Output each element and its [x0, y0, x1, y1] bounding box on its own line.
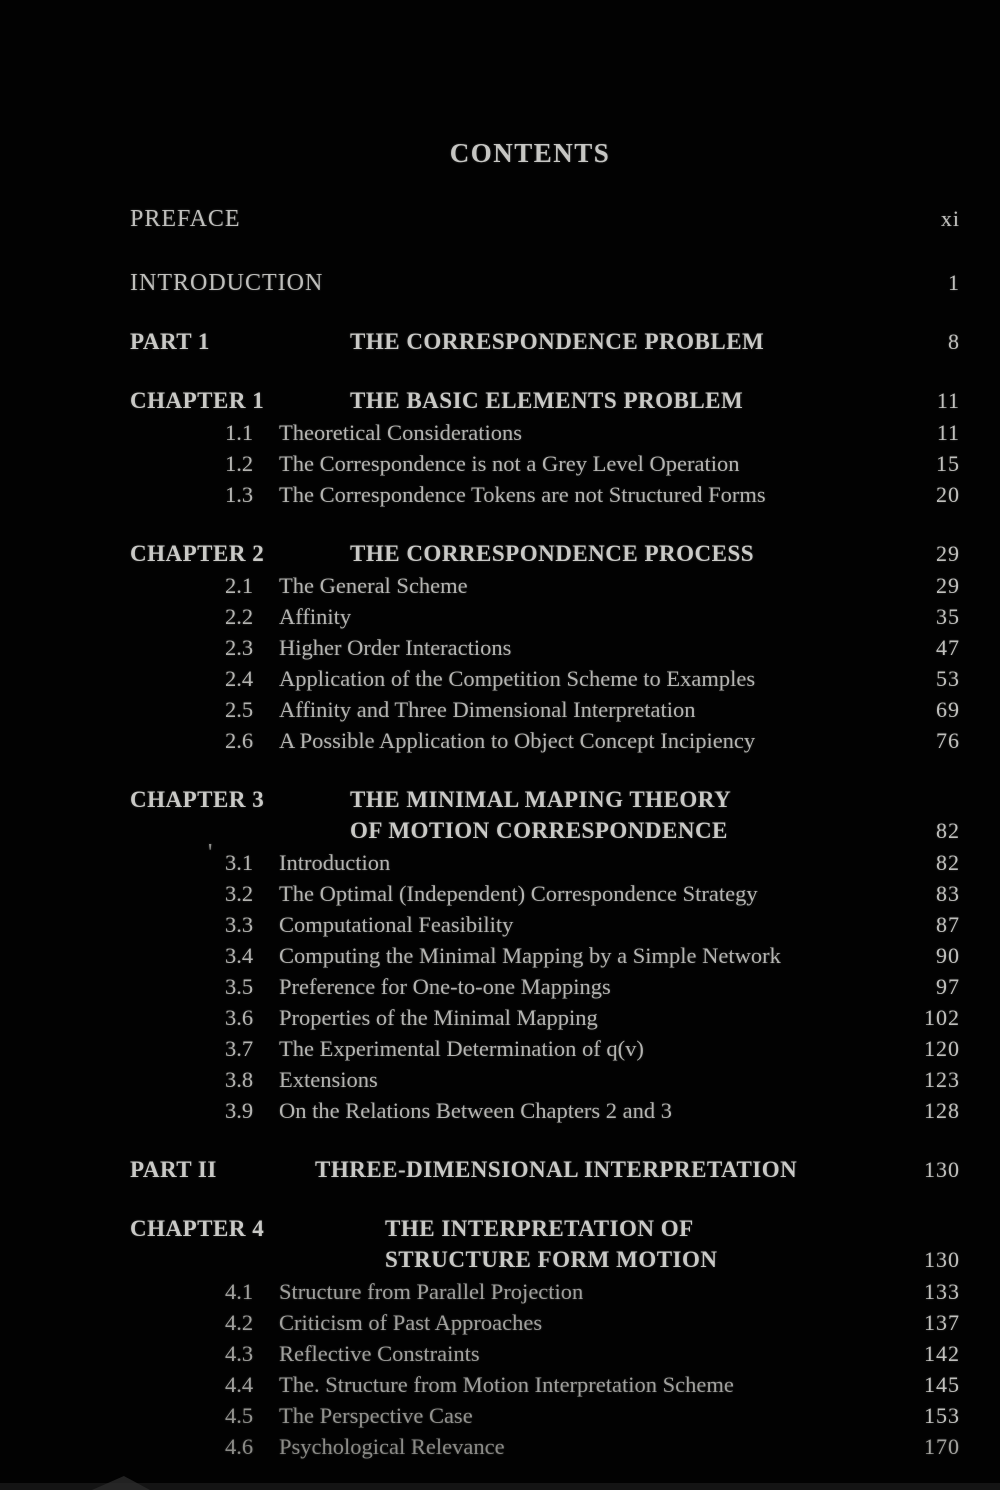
- section-row: [130, 574, 960, 598]
- entry-label: CHAPTER 3: [130, 787, 265, 812]
- page-number: 82: [936, 818, 960, 843]
- page-number: 123: [924, 1067, 960, 1092]
- page-number: 133: [924, 1279, 960, 1304]
- section-row: [130, 1099, 960, 1123]
- section-number: 4.2: [225, 1310, 254, 1335]
- section-number: 3.9: [225, 1098, 254, 1123]
- section-row: [130, 1037, 960, 1061]
- page-number: 1: [948, 270, 960, 295]
- page-number: 29: [936, 573, 960, 598]
- section-number: 2.2: [225, 604, 254, 629]
- section-title: On the Relations Between Chapters 2 and 3: [279, 1098, 673, 1123]
- section-list: [130, 851, 960, 1123]
- page-number: 90: [936, 943, 960, 968]
- page-number: 145: [924, 1372, 960, 1397]
- page-number: 15: [936, 451, 960, 476]
- section-title: The Perspective Case: [279, 1403, 473, 1428]
- section-number: 2.3: [225, 635, 254, 660]
- section-title: A Possible Application to Object Concept Incipiency: [279, 728, 756, 753]
- toc-entry: [130, 271, 960, 295]
- entry-heading-row: [130, 1158, 960, 1182]
- section-title: Preference for One-to-one Mappings: [279, 974, 611, 999]
- entry-heading-row: [130, 389, 960, 413]
- section-title: The Optimal (Independent) Correspondence Strategy: [279, 881, 758, 906]
- page-number: 47: [936, 635, 960, 660]
- entry-label: CHAPTER 1: [130, 388, 265, 413]
- entry-title: THE INTERPRETATION OF: [385, 1216, 694, 1241]
- page-number: 11: [936, 420, 960, 445]
- toc-entries: [130, 207, 960, 1459]
- entry-label: CHAPTER 4: [130, 1216, 265, 1241]
- section-row: [130, 452, 960, 476]
- page-number: 153: [924, 1403, 960, 1428]
- section-title: Application of the Competition Scheme to Examples: [279, 666, 756, 691]
- section-row: [130, 729, 960, 753]
- section-title: Computational Feasibility: [279, 912, 514, 937]
- section-title: The General Scheme: [279, 573, 468, 598]
- page-bottom-edge: [0, 1483, 1000, 1490]
- scan-artifact-mark: ': [208, 840, 213, 866]
- page-number: 130: [924, 1247, 960, 1272]
- section-list: [130, 421, 960, 507]
- entry-label: PART 1: [130, 329, 210, 354]
- entry-title-line2: OF MOTION CORRESPONDENCE: [350, 818, 728, 843]
- section-row: [130, 1342, 960, 1366]
- section-number: 3.8: [225, 1067, 254, 1092]
- section-row: [130, 1280, 960, 1304]
- section-title: The Experimental Determination of q(v): [279, 1036, 644, 1061]
- page-number: 137: [924, 1310, 960, 1335]
- page-number: 97: [936, 974, 960, 999]
- entry-heading-row-2: [130, 819, 960, 843]
- entry-title: THE CORRESPONDENCE PROCESS: [350, 541, 755, 566]
- section-row: [130, 698, 960, 722]
- page-title: CONTENTS: [449, 138, 611, 168]
- toc-entry: [130, 542, 960, 753]
- section-number: 3.4: [225, 943, 254, 968]
- section-number: 3.1: [225, 850, 254, 875]
- section-row: [130, 1311, 960, 1335]
- toc-entry: [130, 1158, 960, 1182]
- section-row: [130, 1373, 960, 1397]
- section-title: The. Structure from Motion Interpretation Scheme: [279, 1372, 734, 1397]
- toc-entry: [130, 389, 960, 507]
- page-number: 35: [936, 604, 960, 629]
- toc-entry: [130, 207, 960, 231]
- entry-heading-row: [130, 330, 960, 354]
- entry-title: THE CORRESPONDENCE PROBLEM: [350, 329, 765, 354]
- page-number: 102: [924, 1005, 960, 1030]
- page-number: 142: [924, 1341, 960, 1366]
- section-row: [130, 975, 960, 999]
- section-number: 4.3: [225, 1341, 254, 1366]
- page-number: 87: [936, 912, 960, 937]
- section-row: [130, 1068, 960, 1092]
- page-number: 76: [936, 728, 960, 753]
- section-row: [130, 851, 960, 875]
- section-number: 4.1: [225, 1279, 254, 1304]
- section-number: 3.6: [225, 1005, 254, 1030]
- section-row: [130, 913, 960, 937]
- section-number: 1.2: [225, 451, 254, 476]
- section-title: Criticism of Past Approaches: [279, 1310, 543, 1335]
- page-number: 128: [924, 1098, 960, 1123]
- section-row: [130, 944, 960, 968]
- section-title: Reflective Constraints: [279, 1341, 480, 1366]
- section-row: [130, 1006, 960, 1030]
- section-number: 3.5: [225, 974, 254, 999]
- section-number: 3.7: [225, 1036, 254, 1061]
- page-number: 11: [936, 388, 960, 413]
- section-row: [130, 483, 960, 507]
- page-number: 53: [936, 666, 960, 691]
- entry-title: THE BASIC ELEMENTS PROBLEM: [350, 388, 744, 413]
- page-number: 130: [924, 1157, 960, 1182]
- entry-heading-row: [130, 542, 960, 566]
- section-title: The Correspondence Tokens are not Structured Forms: [279, 482, 766, 507]
- page-number: 69: [936, 697, 960, 722]
- section-number: 1.1: [225, 420, 254, 445]
- page-number: 82: [936, 850, 960, 875]
- page-number: 170: [924, 1434, 960, 1459]
- section-title: Affinity: [279, 604, 352, 629]
- entry-label: INTRODUCTION: [130, 270, 324, 296]
- page-number: 8: [948, 329, 960, 354]
- section-title: Structure from Parallel Projection: [279, 1279, 584, 1304]
- section-title: Higher Order Interactions: [279, 635, 512, 660]
- section-number: 4.6: [225, 1434, 254, 1459]
- entry-label: CHAPTER 2: [130, 541, 265, 566]
- section-title: Psychological Relevance: [279, 1434, 505, 1459]
- entry-title: THREE-DIMENSIONAL INTERPRETATION: [315, 1157, 798, 1182]
- section-title: Affinity and Three Dimensional Interpretation: [279, 697, 696, 722]
- entry-heading-row: [130, 788, 960, 812]
- section-number: 3.2: [225, 881, 254, 906]
- page-number: 120: [924, 1036, 960, 1061]
- section-title: The Correspondence is not a Grey Level Operation: [279, 451, 740, 476]
- entry-title-line2: STRUCTURE FORM MOTION: [385, 1247, 718, 1272]
- section-number: 4.5: [225, 1403, 254, 1428]
- section-number: 2.1: [225, 573, 254, 598]
- section-number: 2.5: [225, 697, 254, 722]
- page-number: 83: [936, 881, 960, 906]
- section-title: Extensions: [279, 1067, 378, 1092]
- page-number: xi: [940, 206, 960, 231]
- entry-heading-row: [130, 1217, 960, 1241]
- entry-heading-row-2: [130, 1248, 960, 1272]
- section-row: [130, 1435, 960, 1459]
- section-number: 4.4: [225, 1372, 254, 1397]
- section-row: [130, 636, 960, 660]
- entry-label: PART II: [130, 1157, 217, 1182]
- section-row: [130, 882, 960, 906]
- section-number: 2.4: [225, 666, 254, 691]
- toc-entry: [130, 1217, 960, 1459]
- section-number: 2.6: [225, 728, 254, 753]
- section-title: Computing the Minimal Mapping by a Simple Network: [279, 943, 781, 968]
- page-number: 20: [936, 482, 960, 507]
- section-row: [130, 421, 960, 445]
- section-title: Properties of the Minimal Mapping: [279, 1005, 598, 1030]
- toc-entry: [130, 788, 960, 1123]
- section-row: [130, 667, 960, 691]
- section-row: [130, 605, 960, 629]
- section-list: [130, 574, 960, 753]
- section-row: [130, 1404, 960, 1428]
- section-number: 3.3: [225, 912, 254, 937]
- toc-entry: [130, 330, 960, 354]
- section-title: Introduction: [279, 850, 391, 875]
- entry-label: PREFACE: [130, 206, 241, 232]
- section-list: [130, 1280, 960, 1459]
- section-number: 1.3: [225, 482, 254, 507]
- entry-title: THE MINIMAL MAPING THEORY: [350, 787, 732, 812]
- section-title: Theoretical Considerations: [279, 420, 523, 445]
- page-number: 29: [936, 541, 960, 566]
